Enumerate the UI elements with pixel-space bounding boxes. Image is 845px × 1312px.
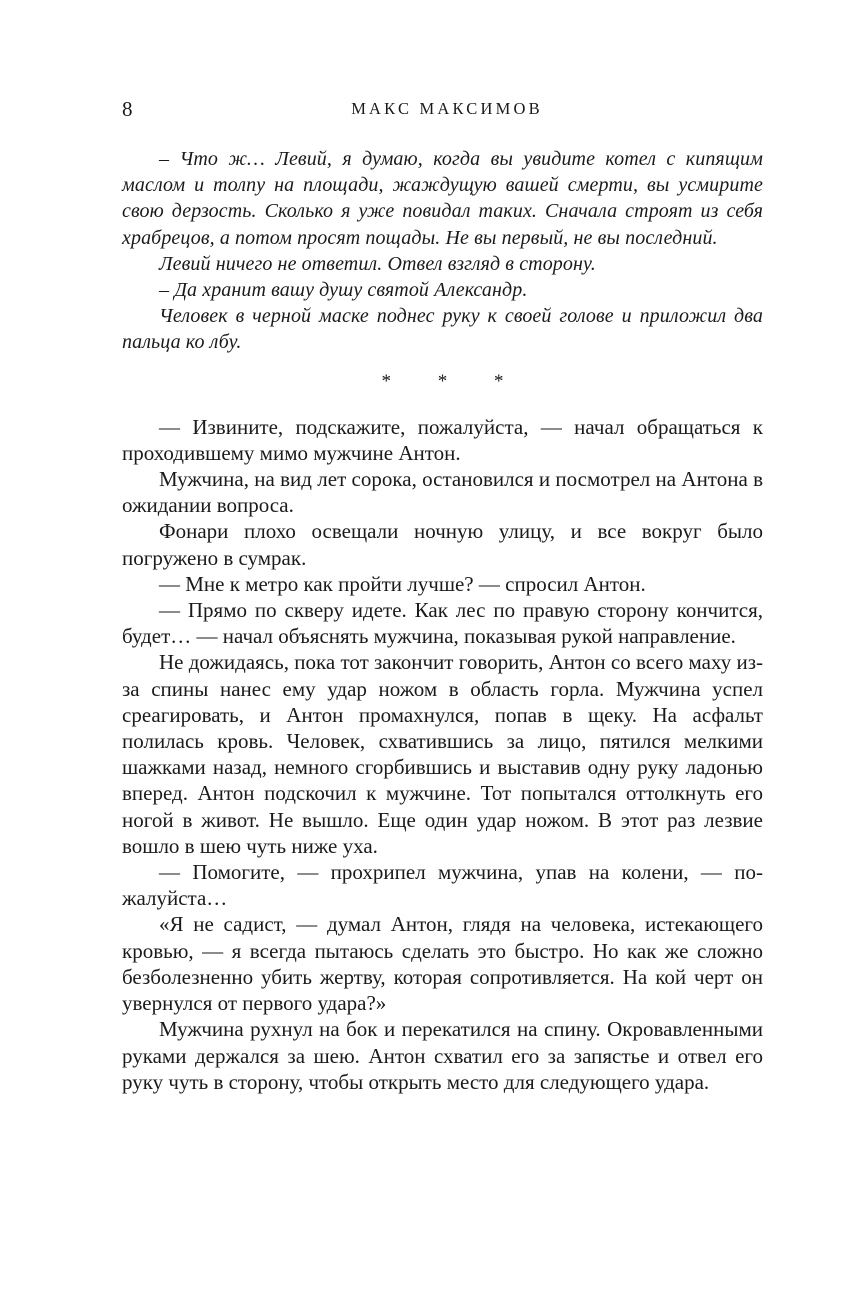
paragraph: — Извините, подскажите, пожалуйста, — начал обращаться к проходившему мимо мужчине Антон. xyxy=(122,414,763,465)
paragraph: Человек в черной маске поднес руку к своей голове и приложил два пальца ко лбу. xyxy=(122,305,763,354)
main-section xyxy=(122,414,763,1095)
paragraph: – Что ж… Левий, я думаю, когда вы увидите котел с кипящим маслом и толпу на площади, жаждущую вашей смерти, вы усмирите свою дерзость. Сколько я уже повидал таких. Сначала строят из себя храбрецов, а потом просят пощады. Не вы первый, не вы последний. xyxy=(122,148,763,249)
page-header xyxy=(122,94,762,124)
paragraph: — Помогите, — прохрипел мужчина, упав на колени, — пожалуйста… xyxy=(122,860,763,911)
paragraph: Не дожидаясь, пока тот закончит говорить, Антон со всего маху из-за спины нанес ему удар ножом в область горла. Мужчина успел среагировать, и Антон промахнулся, попав в щеку. На асфальт полилась кровь. Человек, схватившись за лицо, пятился мелкими шажками назад, немного сгорбившись и выставив одну руку ладонью вперед. Антон подскочил к мужчине. Тот попытался оттолкнуть его ногой в живот. Не вышло. Еще один удар ножом. В этот раз лезвие вошло в шею чуть ниже уха. xyxy=(122,650,763,858)
paragraph: — Мне к метро как пройти лучше? — спросил Антон. xyxy=(159,571,646,596)
paragraph: Левий ничего не ответил. Отвел взгляд в сторону. xyxy=(159,252,596,275)
paragraph: – Да хранит вашу душу святой Александр. xyxy=(159,279,528,302)
paragraph: — Прямо по скверу идете. Как лес по правую сторону кончится, будет… — начал объяснять мужчина, показывая рукой направление. xyxy=(122,598,763,649)
paragraph: «Я не садист, — думал Антон, глядя на человека, истекающего кровью, — я всегда пытаюсь сделать это быстро. Но как же сложно безболезненно убить жертву, которая сопротивляется. На кой черт он увернулся от первого удара?» xyxy=(122,912,763,1016)
paragraph: Фонари плохо освещали ночную улицу, и все вокруг было погружено в сумрак. xyxy=(122,519,763,570)
running-head: МАКС МАКСИМОВ xyxy=(351,99,543,118)
paragraph: Мужчина рухнул на бок и перекатился на спину. Окровавленными руками держался за шею. Антон схватил его за запястье и отвел его руку чуть в сторону, чтобы открыть место для следующего удара. xyxy=(122,1017,763,1094)
section-break: * * * xyxy=(381,370,525,392)
paragraph: Мужчина, на вид лет сорока, остановился и посмотрел на Антона в ожидании вопроса. xyxy=(122,467,763,518)
italic-section xyxy=(122,146,763,356)
page-body xyxy=(122,146,763,1095)
page-number: 8 xyxy=(122,97,133,121)
